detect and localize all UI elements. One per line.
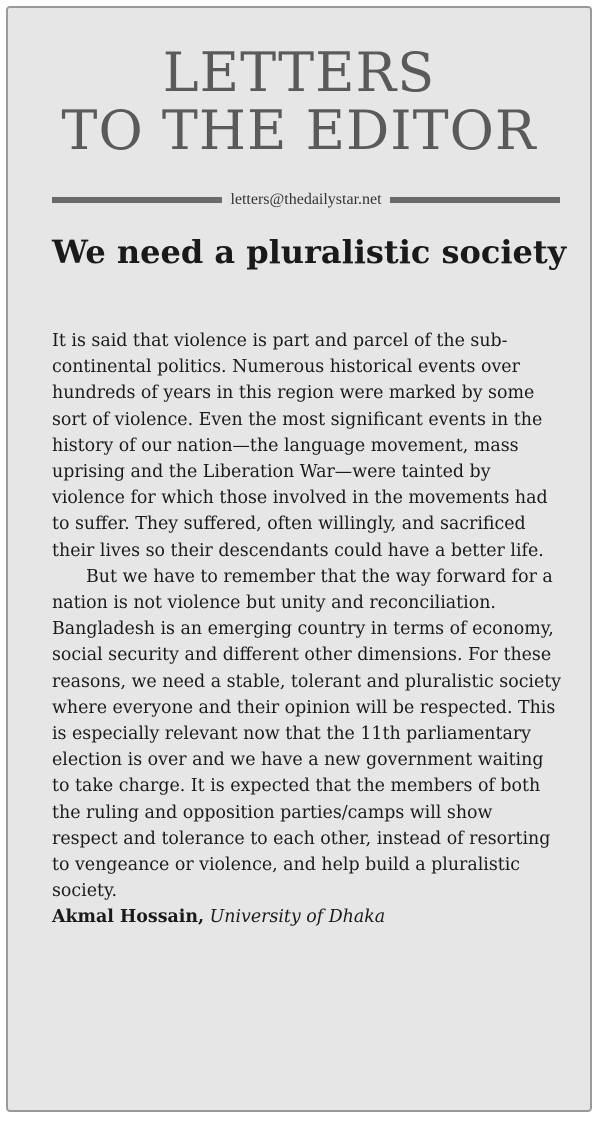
author-affiliation: University of Dhaka — [209, 907, 386, 928]
email-rule-row — [52, 190, 560, 210]
editor-email: letters@thedailystar.net — [230, 191, 382, 208]
letter-paragraph-2: But we have to remember that the way forward for a nation is not violence but unity and reconciliation. Bangladesh is an emerging country in terms of economy, social security and different other dimensions. For these reasons, we need a stable, tolerant and pluralistic society where everyone and their opinion will be respected. This is especially relevant now that the 11th parliamentary election is over and we have a new government waiting to take charge. It is expected that the members of both the ruling and opposition parties/camps will show respect and tolerance to each other, instead of resorting to vengeance or violence, and help build a pluralistic society. — [52, 566, 562, 902]
author-name: Akmal Hossain, — [52, 907, 205, 928]
letter-paragraph-1: It is said that violence is part and parcel of the sub-continental politics. Numerous historical events over hundreds of years in this region were marked by some sort of violence. Even the most significant events in the history of our nation—the language movement, mass uprising and the Liberation War—were tainted by violence for which those involved in the movements had to suffer. They suffered, often willingly, and sacrificed their lives so their descendants could have a better life. — [52, 331, 548, 561]
letters-panel — [6, 6, 592, 1112]
section-masthead — [8, 41, 590, 162]
masthead-line-1: LETTERS — [162, 41, 436, 104]
right-rule — [390, 197, 560, 203]
letter-body — [52, 328, 562, 931]
letter-headline: We need a pluralistic society — [52, 233, 567, 271]
letter-signature — [52, 904, 562, 930]
masthead-line-2: TO THE EDITOR — [61, 99, 537, 162]
left-rule — [52, 197, 222, 203]
